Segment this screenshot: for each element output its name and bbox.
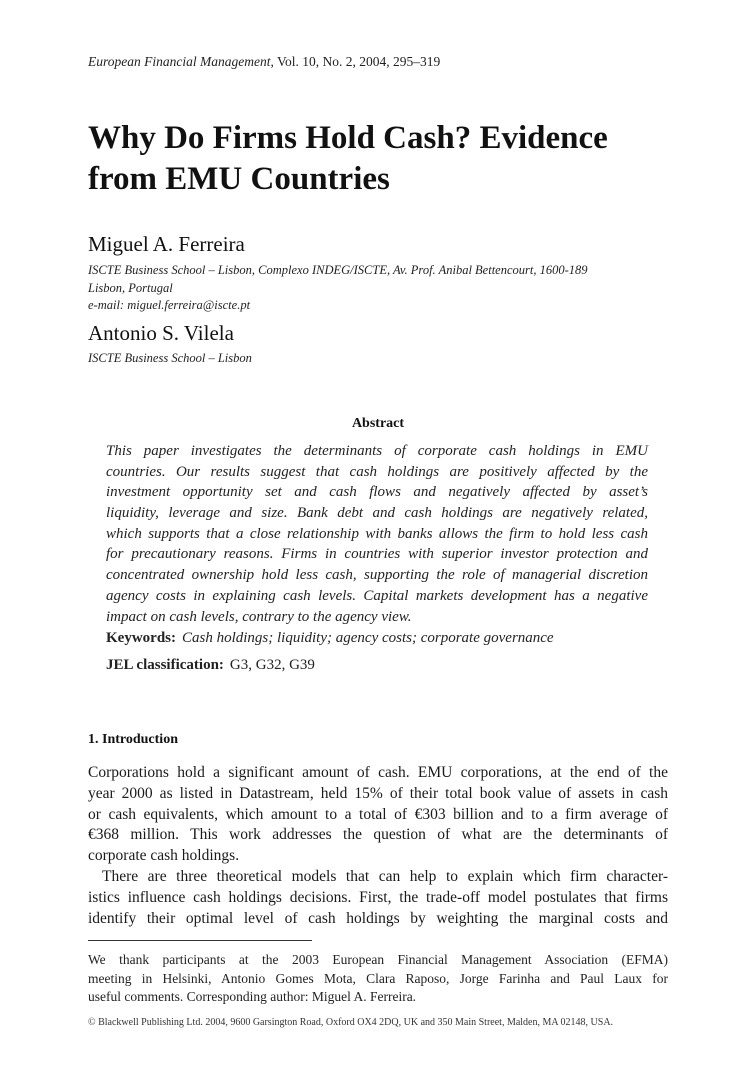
abstract-heading: Abstract — [351, 416, 405, 431]
footnote-divider — [88, 940, 312, 941]
body-line: istics influence cash holdings decisions. First, the trade-off model postulates that firms — [88, 888, 668, 906]
abstract-line: for precautionary reasons. Firms in countries with superior investor protection and — [106, 546, 648, 563]
footnote-line: meeting in Helsinki, Antonio Gomes Mota, Clara Raposo, Jorge Farinha and Paul Laux for — [88, 970, 668, 986]
affiliation-line: ISCTE Business School – Lisbon, Complexo INDEG/ISCTE, Av. Prof. Anibal Bettencourt, 1600-189 — [88, 263, 588, 277]
body-line: €368 million. This work addresses the question of what are the determinants of — [88, 826, 668, 844]
abstract-line: agency costs in explaining cash levels. Capital markets development has a negative — [106, 587, 648, 604]
jel-classification — [106, 657, 315, 674]
abstract-line: liquidity, leverage and size. Bank debt and cash holdings are negatively related, — [106, 505, 648, 522]
jel-value: G3, G32, G39 — [229, 657, 315, 673]
footnote-line: We thank participants at the 2003 European Financial Management Association (EFMA) — [88, 952, 668, 967]
introduction-body — [88, 763, 668, 929]
paper-title — [88, 118, 688, 200]
keywords — [106, 630, 554, 647]
journal-name: European Financial Management — [88, 54, 271, 69]
keywords-label: Keywords: — [106, 630, 176, 646]
abstract-line: This paper investigates the determinants of corporate cash holdings in EMU — [106, 443, 648, 459]
body-line: corporate cash holdings. — [88, 847, 240, 865]
author-email: e-mail: miguel.ferreira@iscte.pt — [88, 298, 251, 312]
author-affiliation-1 — [88, 262, 668, 315]
title-line-1: Why Do Firms Hold Cash? Evidence — [88, 120, 608, 156]
body-line: There are three theoretical models that can help to explain which firm character- — [102, 867, 668, 885]
abstract-body — [106, 441, 648, 627]
body-line: identify their optimal level of cash holdings by weighting the marginal costs and — [88, 909, 668, 927]
body-line: Corporations hold a significant amount of cash. EMU corporations, at the end of the — [88, 764, 668, 781]
author-name-1: Miguel A. Ferreira — [88, 232, 245, 256]
author-affiliation-2 — [88, 350, 668, 368]
abstract-line: countries. Our results suggest that cash holdings are positively affected by the — [106, 463, 648, 480]
running-head — [88, 54, 440, 70]
affiliation-line: Lisbon, Portugal — [88, 280, 173, 295]
abstract-line: impact on cash levels, contrary to the agency view. — [106, 608, 412, 625]
footnote — [88, 951, 668, 1007]
abstract-line: investment opportunity set and cash flows and negatively affected by asset’s — [106, 484, 648, 501]
title-line-2: from EMU Countries — [88, 161, 390, 197]
affiliation-line: ISCTE Business School – Lisbon — [88, 351, 252, 365]
jel-label: JEL classification: — [106, 657, 224, 673]
body-line: year 2000 as listed in Datastream, held 15% of their total book value of assets in cash — [88, 784, 668, 802]
abstract-line: which supports that a close relationship with banks allows the firm to hold less cash — [106, 525, 648, 542]
footnote-line: useful comments. Corresponding author: Miguel A. Ferreira. — [88, 989, 417, 1004]
copyright-notice: © Blackwell Publishing Ltd. 2004, 9600 Garsington Road, Oxford OX4 2DQ, UK and 350 Main Street, Malden, MA 02148, USA. — [88, 1017, 614, 1028]
body-line: or cash equivalents, which amount to a total of €303 billion and to a firm average of — [88, 805, 668, 823]
keywords-value: Cash holdings; liquidity; agency costs; corporate governance — [182, 630, 554, 646]
author-name-2: Antonio S. Vilela — [88, 321, 234, 345]
journal-volume-details: , Vol. 10, No. 2, 2004, 295–319 — [270, 54, 441, 69]
abstract-line: concentrated ownership hold less cash, supporting the role of managerial discretion — [106, 567, 648, 584]
section-heading-introduction: 1. Introduction — [88, 732, 178, 747]
